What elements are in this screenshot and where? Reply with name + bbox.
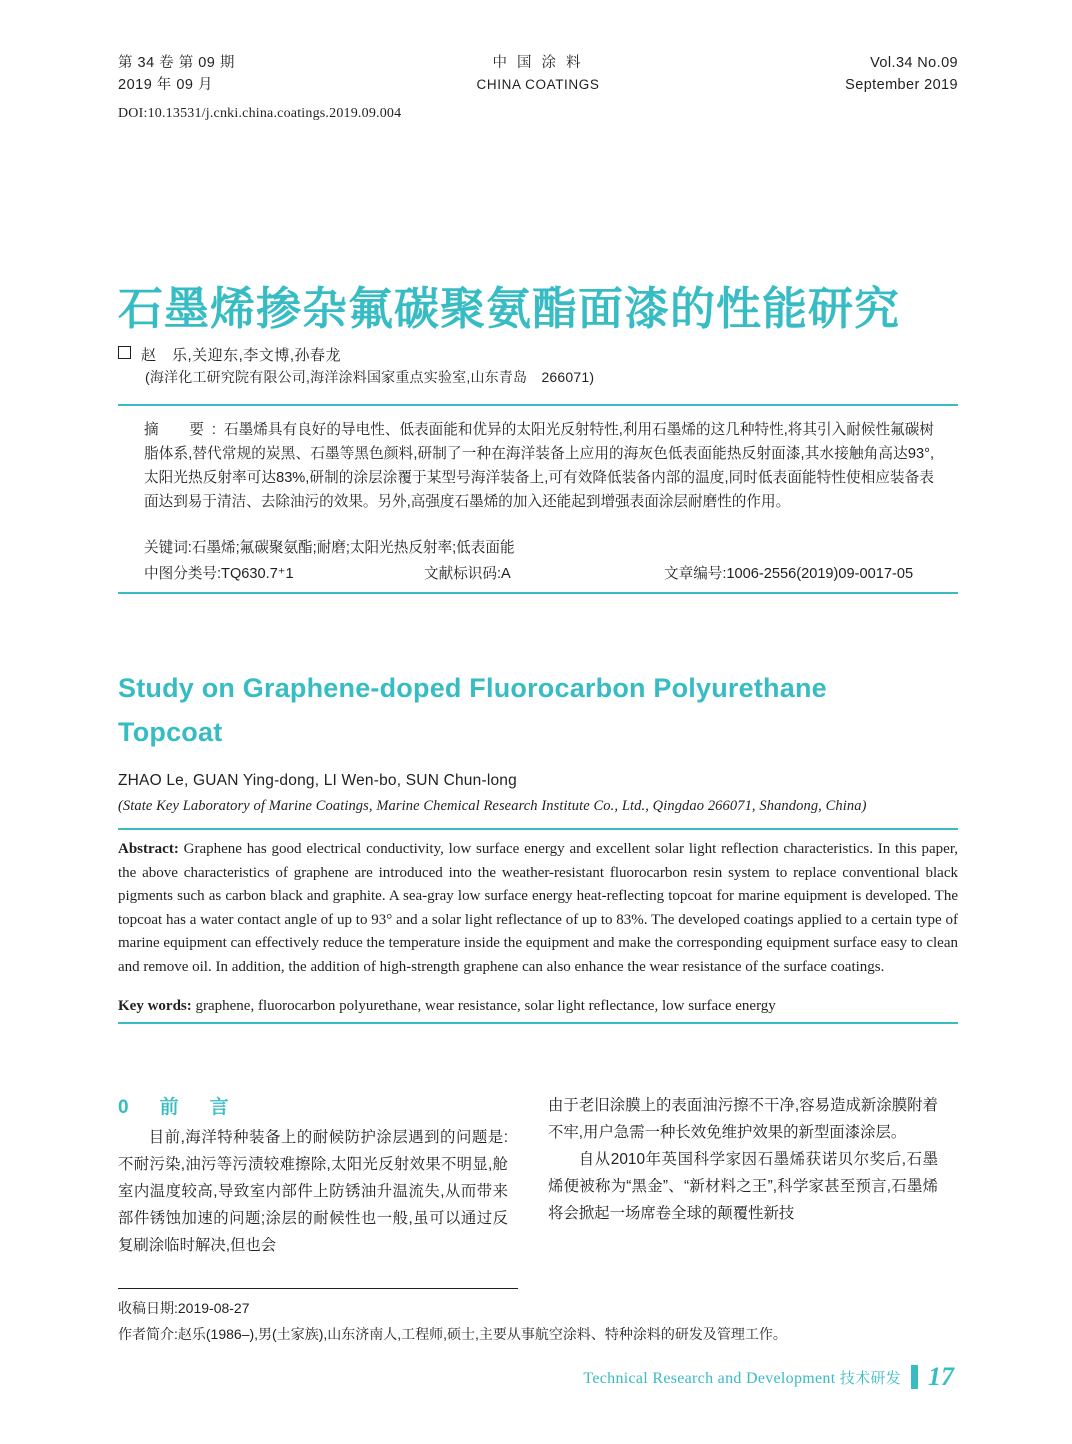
issue-date-cn: 2019 年 09 月 bbox=[118, 77, 213, 93]
footnote-received-date: 收稿日期:2019-08-27 bbox=[118, 1300, 250, 1316]
affiliation-en: (State Key Laboratory of Marine Coatings, Marine Chemical Research Institute Co., Ltd., Qingdao 266071, Shandong, China) bbox=[118, 798, 867, 814]
abstract-en-body: Graphene has good electrical conductivity, low surface energy and excellent solar light reflection characteristics. In this paper, the above characteristics of graphene are introduced into the weather-resistant fluorocarbon resin system to replace conventional black pigments such as carbon black and graphite. A sea-gray low surface energy heat-reflecting topcoat for marine equipment is developed. The topcoat has a water contact angle of up to 93° and a solar light reflectance of up to 83%. The developed coatings applied to a certain type of marine equipment can effectively reduce the temperature inside the equipment and make the corresponding equipment surface easy to clean and remove oil. In addition, the addition of high-strength graphene can also enhance the wear resistance of the surface coatings. bbox=[118, 841, 958, 975]
authors-cn-names: 赵 乐,关迎东,李文博,孙春龙 bbox=[141, 347, 342, 364]
volume-issue: 第 34 卷 第 09 期 bbox=[118, 55, 235, 71]
page-title-en: Study on Graphene-doped Fluorocarbon Polyurethane Topcoat bbox=[118, 673, 827, 747]
running-head bbox=[118, 52, 958, 110]
running-head-center bbox=[477, 52, 600, 96]
page-footer bbox=[583, 1362, 954, 1392]
keywords-cn-value: 石墨烯;氟碳聚氨酯;耐磨;太阳光热反射率;低表面能 bbox=[191, 540, 515, 556]
body-column-right bbox=[548, 1092, 938, 1227]
clc-number: 中图分类号:TQ630.7⁺1 bbox=[144, 566, 294, 582]
footer-section-label bbox=[583, 1367, 901, 1388]
page-number: 17 bbox=[928, 1362, 954, 1391]
divider-en-abstract-top bbox=[118, 828, 958, 830]
divider-en-abstract-bottom bbox=[118, 1022, 958, 1024]
footnote-divider bbox=[118, 1288, 518, 1289]
volume-issue-en: Vol.34 No.09 bbox=[870, 55, 958, 71]
abstract-en-label: Abstract: bbox=[118, 841, 179, 857]
footnote-author-bio: 作者简介:赵乐(1986–),男(土家族),山东济南人,工程师,硕士,主要从事航空涂料、特种涂料的研发及管理工作。 bbox=[118, 1326, 787, 1342]
body-column-left bbox=[118, 1124, 508, 1259]
document-code: 文献标识码:A bbox=[424, 566, 511, 582]
abstract-cn-body: 石墨烯具有良好的导电性、低表面能和优异的太阳光反射特性,利用石墨烯的这几种特性,将其引入耐候性氟碳树脂体系,替代常规的炭黑、石墨等黑色颜料,研制了一种在海洋装备上应用的海灰色低表面能热反射面漆,其水接触角高达93°,太阳光热反射率可达83%,研制的涂层涂覆于某型号海洋装备上,可有效降低装备内部的温度,同时低表面能特性使相应装备表面达到易于清洁、去除油污的效果。另外,高强度石墨烯的加入还能起到增强表面涂层耐磨性的作用。 bbox=[144, 422, 934, 510]
body-paragraph-right-2: 自从2010年英国科学家因石墨烯获诺贝尔奖后,石墨烯便被称为“黑金”、“新材料之王”,科学家甚至预言,石墨烯将会掀起一场席卷全球的颠覆性新技 bbox=[548, 1151, 938, 1222]
body-paragraph-right-1: 由于老旧涂膜上的表面油污擦不干净,容易造成新涂膜附着不牢,用户急需一种长效免维护效果的新型面漆涂层。 bbox=[548, 1097, 938, 1141]
authors-cn bbox=[118, 344, 958, 365]
footer-section-cn: 技术研发 bbox=[839, 1369, 901, 1387]
journal-name-cn: 中 国 涂 料 bbox=[492, 55, 584, 71]
abstract-cn-label: 摘 要: bbox=[144, 422, 224, 438]
journal-name-en: CHINA COATINGS bbox=[476, 77, 600, 92]
running-head-left bbox=[118, 52, 235, 96]
divider-abstract-top bbox=[118, 404, 958, 406]
footer-bar-decoration bbox=[911, 1365, 918, 1389]
footer-section-en: Technical Research and Development bbox=[583, 1369, 836, 1387]
running-head-right bbox=[845, 52, 958, 96]
page-title-cn: 石墨烯掺杂氟碳聚氨酯面漆的性能研究 bbox=[118, 283, 901, 334]
affiliation-cn: (海洋化工研究院有限公司,海洋涂料国家重点实验室,山东青岛 266071) bbox=[145, 369, 595, 385]
keywords-cn-label: 关键词: bbox=[144, 540, 192, 556]
keywords-en-label: Key words: bbox=[118, 998, 192, 1014]
divider-abstract-bottom bbox=[118, 592, 958, 594]
body-paragraph-left-1: 目前,海洋特种装备上的耐候防护涂层遇到的问题是:不耐污染,油污等污渍较难擦除,太阳光反射效果不明显,舱室内温度较高,导致室内部件上防锈油升温流失,从而带来部件锈蚀加速的问题;涂层的耐候性也一般,虽可以通过反复刷涂临时解决,但也会 bbox=[118, 1129, 508, 1254]
section-heading-introduction: 0 前 言 bbox=[118, 1097, 235, 1118]
keywords-en-value: graphene, fluorocarbon polyurethane, wear resistance, solar light reflectance, low surface energy bbox=[191, 998, 776, 1014]
bullet-square-icon bbox=[118, 346, 131, 359]
doi-line: DOI:10.13531/j.cnki.china.coatings.2019.09.004 bbox=[118, 106, 402, 121]
article-id: 文章编号:1006-2556(2019)09-0017-05 bbox=[664, 566, 914, 582]
keywords-en bbox=[118, 998, 958, 1015]
authors-en: ZHAO Le, GUAN Ying-dong, LI Wen-bo, SUN Chun-long bbox=[118, 772, 517, 789]
abstract-cn bbox=[144, 418, 934, 514]
abstract-en bbox=[118, 838, 958, 979]
keywords-cn bbox=[144, 536, 934, 560]
issue-date-en: September 2019 bbox=[845, 77, 958, 93]
